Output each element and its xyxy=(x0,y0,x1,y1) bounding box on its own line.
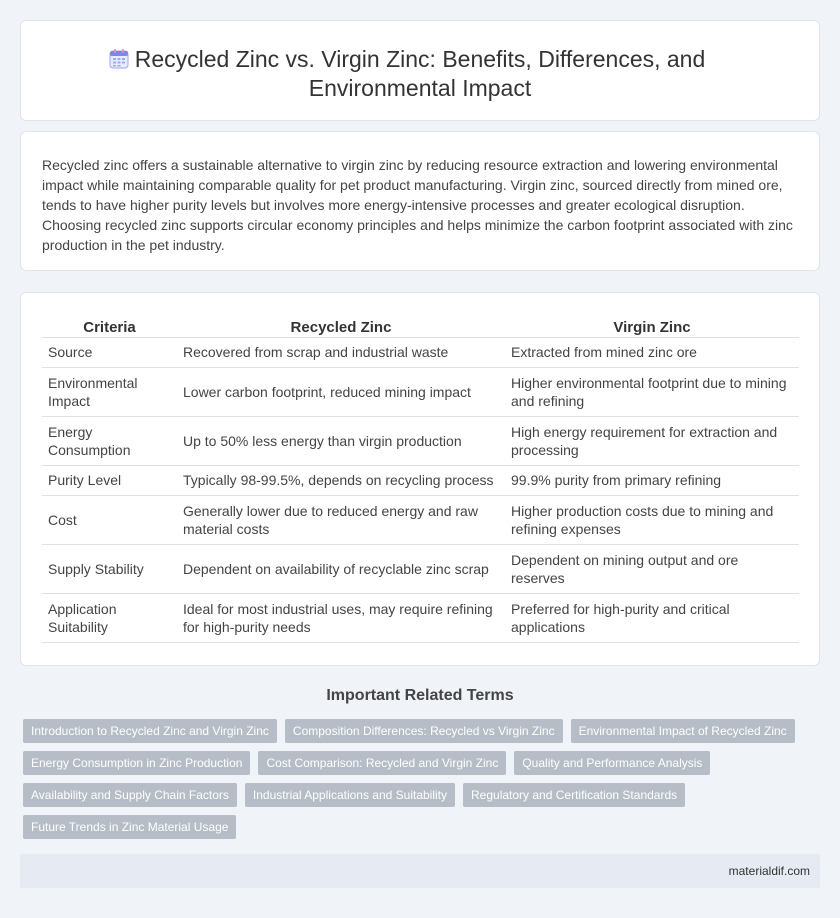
related-term-tag[interactable]: Future Trends in Zinc Material Usage xyxy=(23,815,236,839)
related-term-tag[interactable]: Regulatory and Certification Standards xyxy=(463,783,685,807)
table-cell: Lower carbon footprint, reduced mining impact xyxy=(177,367,505,416)
related-term-tag[interactable]: Industrial Applications and Suitability xyxy=(245,783,455,807)
column-header-recycled: Recycled Zinc xyxy=(177,315,505,337)
table-row xyxy=(42,337,799,367)
table-cell: Higher environmental footprint due to mining and refining xyxy=(505,367,799,416)
table-cell: Preferred for high-purity and critical applications xyxy=(505,593,799,642)
related-term-tag[interactable]: Introduction to Recycled Zinc and Virgin Zinc xyxy=(23,719,277,743)
table-cell: Ideal for most industrial uses, may require refining for high-purity needs xyxy=(177,593,505,642)
related-term-tag[interactable]: Composition Differences: Recycled vs Virgin Zinc xyxy=(285,719,563,743)
table-cell: Extracted from mined zinc ore xyxy=(505,337,799,367)
related-terms-list xyxy=(23,719,803,839)
footer-site-link[interactable]: materialdif.com xyxy=(728,864,810,878)
table-cell: Typically 98-99.5%, depends on recycling process xyxy=(177,465,505,495)
table-row xyxy=(42,367,799,416)
related-term-tag[interactable]: Cost Comparison: Recycled and Virgin Zinc xyxy=(258,751,506,775)
table-row xyxy=(42,416,799,465)
table-cell: Supply Stability xyxy=(42,544,177,593)
table-cell: Higher production costs due to mining and refining expenses xyxy=(505,495,799,544)
table-row xyxy=(42,593,799,642)
footer xyxy=(20,854,820,888)
table-cell: Purity Level xyxy=(42,465,177,495)
table-cell: Cost xyxy=(42,495,177,544)
related-terms-title: Important Related Terms xyxy=(326,687,514,704)
comparison-table xyxy=(42,315,799,643)
column-header-virgin: Virgin Zinc xyxy=(505,315,799,337)
table-cell: Up to 50% less energy than virgin production xyxy=(177,416,505,465)
comparison-table-card xyxy=(20,292,820,666)
related-term-tag[interactable]: Energy Consumption in Zinc Production xyxy=(23,751,250,775)
header-card xyxy=(20,20,820,121)
table-cell: Generally lower due to reduced energy and raw material costs xyxy=(177,495,505,544)
table-cell: Application Suitability xyxy=(42,593,177,642)
intro-card xyxy=(20,131,820,271)
table-cell: Source xyxy=(42,337,177,367)
table-cell: High energy requirement for extraction and processing xyxy=(505,416,799,465)
related-term-tag[interactable]: Availability and Supply Chain Factors xyxy=(23,783,237,807)
column-header-criteria: Criteria xyxy=(42,315,177,337)
page-title: Recycled Zinc vs. Virgin Zinc: Benefits, Differences, and Environmental Impact xyxy=(134,46,706,101)
related-term-tag[interactable]: Quality and Performance Analysis xyxy=(514,751,710,775)
table-cell: Dependent on mining output and ore reserves xyxy=(505,544,799,593)
table-cell: Energy Consumption xyxy=(42,416,177,465)
related-term-tag[interactable]: Environmental Impact of Recycled Zinc xyxy=(571,719,795,743)
table-row xyxy=(42,544,799,593)
table-header-row xyxy=(42,315,799,337)
table-cell: 99.9% purity from primary refining xyxy=(505,465,799,495)
table-cell: Recovered from scrap and industrial waste xyxy=(177,337,505,367)
table-row xyxy=(42,465,799,495)
table-row xyxy=(42,495,799,544)
table-cell: Environmental Impact xyxy=(42,367,177,416)
intro-paragraph: Recycled zinc offers a sustainable alternative to virgin zinc by reducing resource extraction and lowering environmental impact while maintaining comparable quality for pet product manufacturing. Virgin zinc, sourced directly from mined ore, tends to have higher purity levels but involves more energy-intensive processes and greater ecological disruption. Choosing recycled zinc supports circular economy principles and helps minimize the carbon footprint associated with zinc production in the pet industry. xyxy=(42,157,793,253)
table-cell: Dependent on availability of recyclable zinc scrap xyxy=(177,544,505,593)
